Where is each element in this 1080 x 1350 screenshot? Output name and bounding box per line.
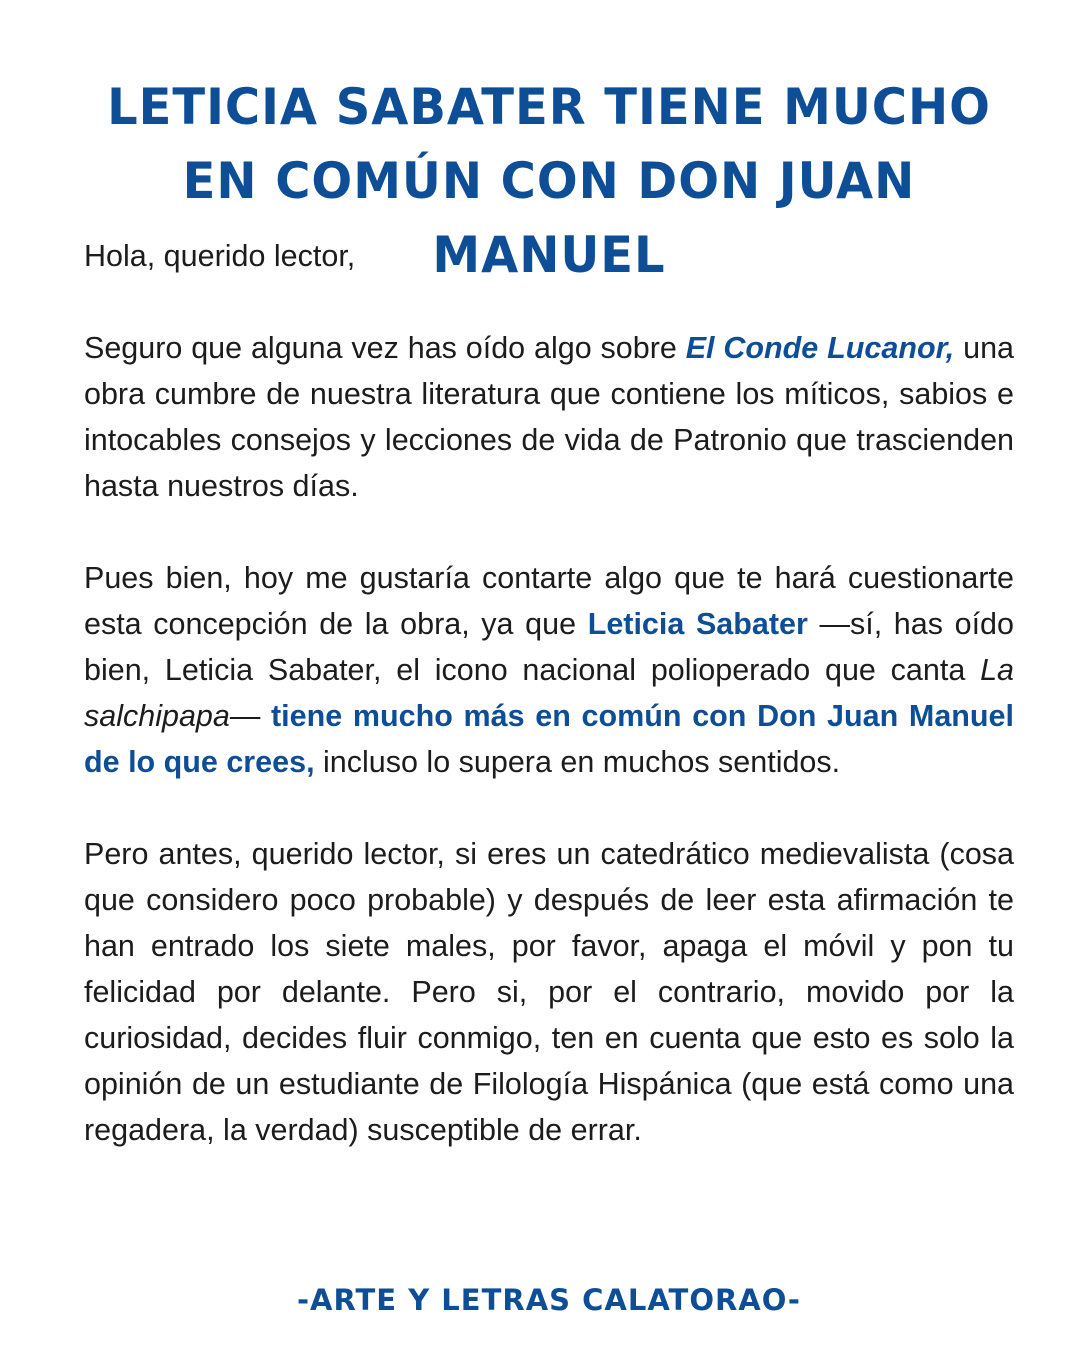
p2-text-2: —sí, has oído bien, Leticia Sabater, el icono nacional polioperado que canta bbox=[84, 607, 1014, 687]
paragraph-3: Pero antes, querido lector, si eres un catedrático medievalista (cosa que considero poco probable) y después de leer esta afirmación te han entrado los siete males, por favor, apaga el móvil y pon tu felicidad por delante. Pero si, por el contrario, movido por la curiosidad, decides fluir conmigo, ten en cuenta que esto es solo la opinión de un estudiante de Filología Hispánica (que está como una regadera, la verdad) susceptible de errar. bbox=[84, 837, 1014, 1147]
greeting: Hola, querido lector, bbox=[84, 239, 356, 273]
signature: -ARTE Y LETRAS CALATORAO- bbox=[297, 1283, 801, 1317]
article-title: LETICIA SABATER TIENE MUCHO EN COMÚN CON DON JUAN MANUEL bbox=[107, 78, 991, 284]
p1-text-1: Seguro que alguna vez has oído algo sobre bbox=[84, 331, 686, 365]
p2-text-3: — bbox=[229, 699, 272, 733]
p2-text-1: Pues bien, hoy me gustaría contarte algo que te hará cuestionarte esta concepción de la obra, ya que bbox=[84, 561, 1014, 641]
highlight-claim: tiene mucho más en común con Don Juan Manuel de lo que crees, bbox=[84, 699, 1014, 779]
book-title: El Conde Lucanor, bbox=[685, 331, 955, 365]
p1-text-2: una obra cumbre de nuestra literatura que contiene los míticos, sabios e intocables consejos y lecciones de vida de Patronio que trascienden hasta nuestros días. bbox=[84, 331, 1015, 503]
p2-text-4: incluso lo supera en muchos sentidos. bbox=[314, 745, 841, 779]
paragraph-1 bbox=[84, 325, 1014, 509]
song-title: La salchipapa bbox=[84, 653, 1014, 733]
paragraph-2 bbox=[84, 555, 1014, 785]
article-body bbox=[84, 233, 1014, 1199]
highlight-name: Leticia Sabater bbox=[587, 607, 808, 641]
